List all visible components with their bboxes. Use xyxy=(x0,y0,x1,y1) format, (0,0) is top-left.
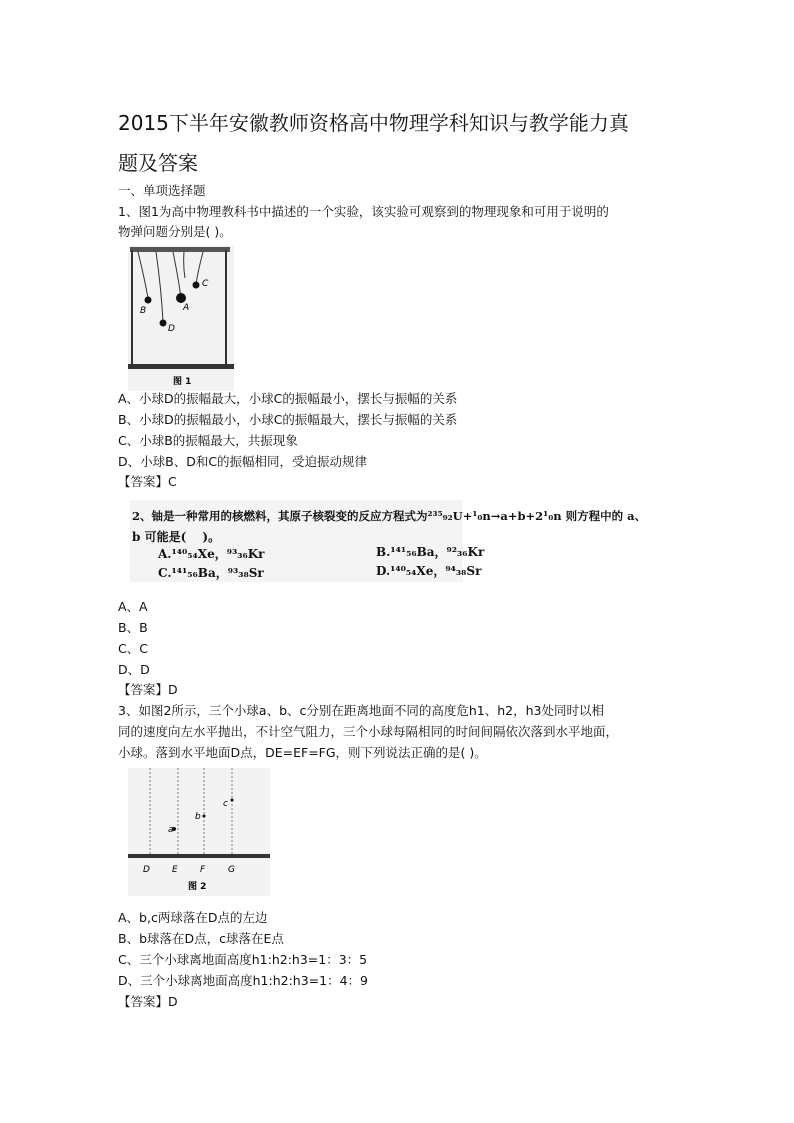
q1-option-b: B、小球D的振幅最小，小球C的振幅最大，摆长与振幅的关系 xyxy=(118,412,458,427)
fig1-label-a: A xyxy=(183,303,190,313)
q1-text: 1、图1为高中物理教科书中描述的一个实验，该实验可观察到的物理现象和可用于说明的 xyxy=(118,204,609,219)
q1-option-c: C、小球B的振幅最大，共振现象 xyxy=(118,433,298,448)
fig2-label-f: F xyxy=(200,865,206,875)
fig2-label-c: c xyxy=(223,799,228,809)
fig2-label-e: E xyxy=(172,865,178,875)
q1-answer: 【答案】C xyxy=(118,474,177,489)
q2-answer: 【答案】D xyxy=(118,682,178,697)
q2-image-option-b: B.¹⁴¹₅₆Ba，⁹²₃₆Kr xyxy=(376,545,485,559)
fig1-label-b: B xyxy=(140,306,147,316)
q3-text-cont2: 小球。落到水平地面D点，DE=EF=FG，则下列说法正确的是( )。 xyxy=(118,745,487,760)
q3-option-d: D、三个小球离地面高度h1:h2:h3=1：4：9 xyxy=(118,973,369,988)
q2-question-image xyxy=(130,500,647,582)
fig1-label-c: C xyxy=(202,279,209,289)
fig2-label-a: a xyxy=(168,825,174,835)
fig2-label-b: b xyxy=(195,812,201,822)
q2-option-c: C、C xyxy=(118,641,148,656)
q1-option-a: A、小球D的振幅最大，小球C的振幅最小，摆长与振幅的关系 xyxy=(118,391,458,406)
fig2-label-g: G xyxy=(228,865,235,875)
fig2-label-d: D xyxy=(143,865,150,875)
q3-option-a: A、b,c两球落在D点的左边 xyxy=(118,910,268,925)
q2-option-a: A、A xyxy=(118,599,148,614)
q2-image-option-d: D.¹⁴⁰₅₄Xe，⁹⁴₃₈Sr xyxy=(376,564,482,578)
q3-option-c: C、三个小球离地面高度h1:h2:h3=1：3：5 xyxy=(118,952,368,967)
figure-2-projectiles xyxy=(128,768,270,896)
q3-option-b: B、b球落在D点，c球落在E点 xyxy=(118,931,284,946)
q2-image-text: 2、铀是一种常用的核燃料，其原子核裂变的反应方程式为²³⁵₉₂U+¹₀n→a+b+2¹₀n 则方程中的 a、 xyxy=(132,509,647,523)
q3-answer: 【答案】D xyxy=(118,994,178,1009)
q1-text-cont: 物弹问题分别是( )。 xyxy=(118,224,232,239)
q2-option-b: B、B xyxy=(118,620,148,635)
q1-option-d: D、小球B、D和C的振幅相同，受迫振动规律 xyxy=(118,454,368,469)
q3-text: 3、如图2所示，三个小球a、b、c分别在距离地面不同的高度危h1、h2，h3处同时以相 xyxy=(118,703,605,718)
q2-option-d: D、D xyxy=(118,662,150,677)
q2-image-option-c: C.¹⁴¹₅₆Ba，⁹³₃₈Sr xyxy=(158,566,264,580)
fig1-label-d: D xyxy=(168,324,175,334)
document-title: 2015下半年安徽教师资格高中物理学科知识与教学能力真 xyxy=(118,111,629,135)
fig2-caption: 图 2 xyxy=(188,882,207,892)
q2-image-text-cont: b 可能是( )。 xyxy=(132,530,221,544)
q2-image-option-a: A.¹⁴⁰₅₄Xe，⁹³₃₆Kr xyxy=(158,547,265,561)
figure-1-pendulums xyxy=(128,246,234,391)
fig1-caption: 图 1 xyxy=(173,377,192,387)
section-heading: 一、单项选择题 xyxy=(118,183,206,198)
q3-text-cont: 同的速度向左水平抛出，不计空气阻力，三个小球每隔相同的时间间隔依次落到水平地面， xyxy=(118,724,619,739)
document-title-cont: 题及答案 xyxy=(118,151,198,175)
